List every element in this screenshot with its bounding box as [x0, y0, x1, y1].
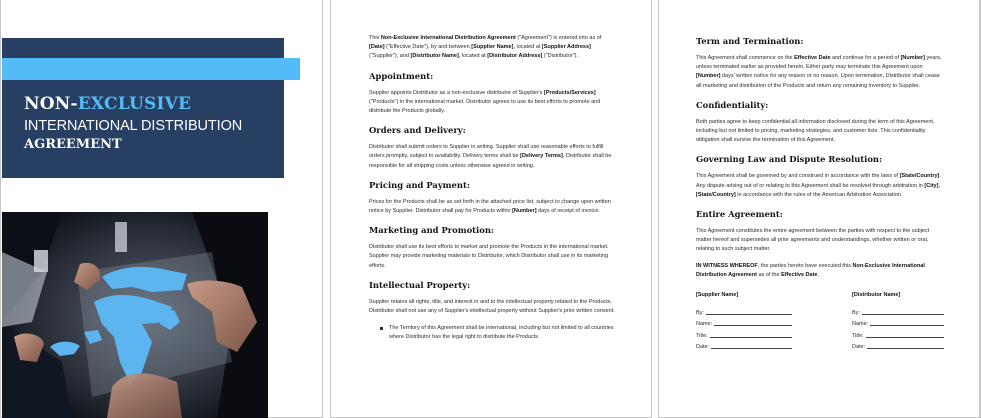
distributor-title-field[interactable]: Title:: [852, 327, 944, 339]
cover-title-exclusive: EXCLUSIVE: [77, 94, 192, 114]
cover-title: [24, 96, 242, 151]
page-2: [330, 0, 652, 418]
heading-entire-agreement: Entire Agreement:: [696, 209, 783, 220]
paragraph-confidentiality: Both parties agree to keep confidential all information disclosed during the term of this Agreement, including but not limited to pricing, marketing strategies, and customer lists. This confidentiality obligation shall survive the termination of this Agreement.: [696, 118, 935, 144]
paragraph-pricing-payment: Prices for the Products shall be as set forth in the attached price list, subject to change upon written notice by Supplier. Distributor shall pay for Products within [Number] days of receipt of invoice.: [369, 198, 611, 215]
bullet-territory: The Territory of this Agreement shall be international, including but not limited to all countries where Distributor has the legal right to distribute the Products.: [389, 324, 617, 342]
heading-governing-law: Governing Law and Dispute Resolution:: [696, 154, 883, 165]
heading-term-termination: Term and Termination:: [696, 36, 804, 46]
distributor-by-field[interactable]: By:: [852, 304, 944, 316]
supplier-name-label: [Supplier Name]: [696, 292, 739, 299]
page2-content: [369, 34, 617, 343]
page-cover: [0, 0, 323, 418]
supplier-by-field[interactable]: By:: [696, 304, 792, 316]
page-3: [658, 0, 981, 418]
heading-confidentiality: Confidentiality:: [696, 99, 769, 110]
cover-title-non: NON-: [24, 94, 78, 114]
paragraph-marketing-promotion: Distributor shall use its best efforts to market and promote the Products in the international market. Supplier may provide marketing materials to Distributor, which Distributor shall use in its marketing efforts.: [369, 244, 609, 269]
distributor-signature-column: [852, 292, 944, 350]
paragraph-term-termination: This Agreement shall commence on the Effective Date and continue for a period of [Number] years, unless terminated earlier as provided herein. Either party may terminate this Agreement upon [Number] days' written notice for any reason or no reason. Upon termination, Distributor shall cease all marketing and distribution of the Products and return any remaining inventory to Supplier.: [696, 55, 942, 89]
paragraph-governing-law: This Agreement shall be governed by and construed in accordance with the laws of [State/Country]. Any dispute arising out of or relating to this Agreement shall be resolved through arbitration in [City], [State/Country] in accordance with the rules of the American Arbitration Association.: [696, 173, 941, 198]
supplier-signature-column: [696, 292, 792, 350]
distributor-name-field[interactable]: Name:: [852, 316, 944, 328]
paragraph-appointment: Supplier appoints Distributor as a non-exclusive distributor of Supplier's [Products/Services] ("Products") in the international market. Distributor agrees to use its best efforts to promote and distribute the Products globally.: [369, 89, 601, 115]
cover-world-map-photo: [2, 212, 268, 418]
supplier-name-field[interactable]: Name:: [696, 316, 792, 328]
supplier-title-field[interactable]: Title:: [696, 327, 792, 339]
paragraph-in-witness: IN WITNESS WHEREOF, the parties hereto have executed this Non-Exclusive International Distribution Agreement as of the Effective Date.: [696, 262, 925, 278]
page3-content: [696, 36, 946, 350]
signature-block: [696, 292, 944, 350]
heading-appointment: Appointment:: [369, 70, 434, 81]
cover-title-line2: INTERNATIONAL DISTRIBUTION: [24, 118, 243, 134]
paragraph-orders-delivery: Distributor shall submit orders to Supplier in writing. Supplier shall use reasonable efforts to fulfill orders promptly, subject to availability. Delivery terms shall be [Delivery Terms]. Distributor shall be responsible for all shipping costs unless otherwise agreed in writing.: [369, 144, 612, 169]
heading-marketing-promotion: Marketing and Promotion:: [369, 225, 494, 236]
heading-pricing-payment: Pricing and Payment:: [369, 179, 470, 190]
distributor-name-label: [Distributor Name]: [852, 292, 901, 299]
intro-paragraph: This Non-Exclusive International Distribution Agreement ("Agreement") is entered into as of [Date] ("Effective Date"), by and between [Supplier Name], located at [Supplier Address] ("Supplier"), and [Distributor Name], located at [Distributor Address] ("Distributor").: [369, 35, 602, 60]
world-map-hands-image-icon: [2, 212, 268, 418]
cover-accent-stripe: [2, 58, 300, 80]
heading-intellectual-property: Intellectual Property:: [369, 279, 471, 290]
heading-orders-delivery: Orders and Delivery:: [369, 125, 466, 136]
supplier-date-field[interactable]: Date:: [696, 339, 792, 351]
cover-title-line1: [24, 96, 242, 115]
cover-title-line3: AGREEMENT: [24, 136, 122, 152]
paragraph-entire-agreement: This Agreement constitutes the entire agreement between the parties with respect to the subject matter hereof and supersedes all prior agreements and understandings, whether written or oral, relating to such subject matter.: [696, 228, 930, 253]
distributor-date-field[interactable]: Date:: [852, 339, 944, 351]
paragraph-intellectual-property: Supplier retains all rights, title, and interest in and to the intellectual property related to the Products. Distributor shall not use any of Supplier's intellectual property without Supplier's prior written consent.: [369, 298, 615, 315]
territory-bullet-list: [369, 324, 617, 342]
